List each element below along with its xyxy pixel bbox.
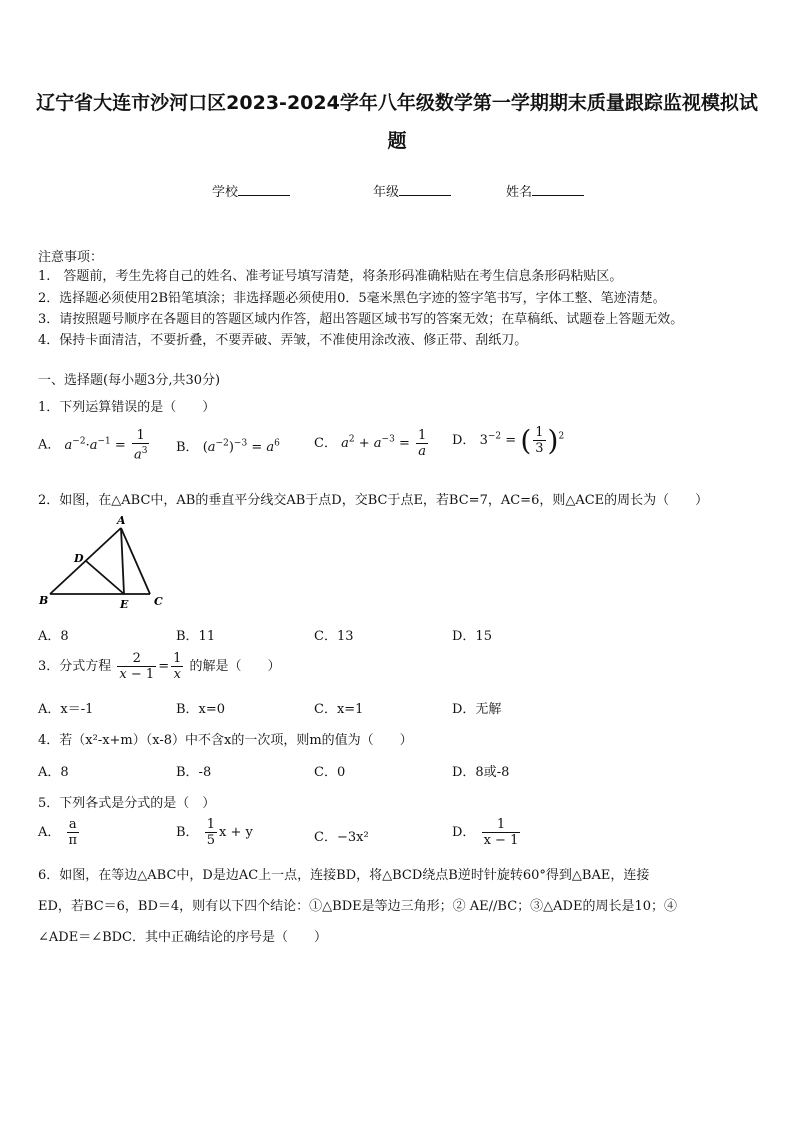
grade-label: 年级 [373, 185, 400, 200]
option-label: D． [452, 825, 476, 840]
q6-line1: 6．如图，在等边△ABC中，D是边AC上一点，连接BD，将△BCD绕点B逆时针旋转60°得到△BAE，连接 [38, 868, 650, 883]
q5-option-d[interactable] [452, 817, 522, 848]
q2-option-c[interactable]: C．13 [314, 629, 354, 644]
q5-b-formula: $\frac{1}{5}$ x + y [206, 817, 253, 848]
q1-option-d[interactable] [452, 424, 564, 457]
q5-a-formula: $\frac{a}{\pi}$ [68, 817, 78, 848]
grade-blank[interactable] [399, 183, 451, 196]
q2-option-a[interactable]: A．8 [38, 629, 69, 644]
q5-stem: 5．下列各式是分式的是（ ） [38, 796, 216, 811]
option-label: B． [176, 825, 199, 840]
q1-option-c[interactable] [314, 428, 430, 459]
q6-line3: ∠ADE＝∠BDC．其中正确结论的序号是（ ） [38, 930, 328, 945]
q3-fraction-right: $\frac{1}{x}$ [173, 651, 182, 682]
option-label: A． [38, 437, 61, 453]
q3-fraction-left: $\frac{2}{x - 1}$ [119, 651, 155, 682]
q2-option-d[interactable]: D．15 [452, 629, 492, 644]
q4-option-c[interactable]: C．0 [314, 765, 346, 780]
vertex-c-label: C [154, 595, 163, 608]
school-label: 学校 [212, 185, 239, 200]
q6-line2: ED，若BC＝6，BD＝4，则有以下四个结论：①△BDE是等边三角形；② AE//BC；③△ADE的周长是10；④ [38, 899, 677, 914]
note-item: 4．保持卡面清洁，不要折叠，不要弄破、弄皱，不准使用涂改液、修正带、刮纸刀。 [38, 333, 528, 348]
grade-field[interactable] [373, 181, 451, 200]
vertex-b-label: B [39, 594, 49, 607]
option-label: B． [176, 440, 199, 455]
section-heading: 一、选择题(每小题3分,共30分) [38, 373, 221, 388]
name-field[interactable] [506, 181, 584, 200]
q3-stem-post: 的解是（ ） [189, 659, 281, 674]
q4-stem: 4．若（x²-x+m）（x-8）中不含x的一次项，则m的值为（ ） [38, 733, 413, 748]
q3-option-b[interactable]: B．x=0 [176, 702, 226, 717]
name-blank[interactable] [532, 183, 584, 196]
q4-option-a[interactable]: A．8 [38, 765, 69, 780]
name-label: 姓名 [506, 185, 533, 200]
point-e-label: E [120, 598, 129, 610]
q1-b-formula: $(a^{-2})^{-3} = a^6$ [202, 438, 280, 455]
school-blank[interactable] [238, 183, 290, 196]
q1-c-formula: $a^2 + a^{-3}$ = $\frac{1}{a}$ [341, 428, 427, 459]
exam-title-line1: 辽宁省大连市沙河口区2023-2024学年八年级数学第一学期期末质量跟踪监视模拟试 [36, 92, 758, 114]
school-field[interactable] [212, 181, 290, 200]
q3-option-a[interactable]: A．x＝-1 [38, 702, 94, 717]
point-d-label: D [74, 552, 84, 565]
q1-option-b[interactable] [176, 436, 280, 455]
q4-option-d[interactable]: D．8或-8 [452, 765, 510, 780]
note-item: 1. 答题前，考生先将自己的姓名、准考证号填写清楚，将条形码准确粘贴在考生信息条形码粘贴区。 [38, 269, 623, 284]
q1-a-formula: $a^{-2}\cdot a^{-1}$ = $\frac{1}{a^3}$ [64, 428, 148, 463]
q2-option-b[interactable]: B．11 [176, 629, 216, 644]
q3-stem: 3．分式方程 $\frac{2}{x - 1}$ = $\frac{1}{x}$ 的解是（ ） [38, 651, 281, 682]
q4-option-b[interactable]: B．-8 [176, 765, 212, 780]
q3-stem-pre: 3．分式方程 [38, 659, 112, 674]
q1-d-formula: $3^{-2}$ = ( $\frac{1}{3}$ )$^2$ [479, 424, 565, 457]
triangle-lines [50, 528, 150, 594]
q1-option-a[interactable] [38, 428, 151, 462]
q3-option-c[interactable]: C．x=1 [314, 702, 364, 717]
option-label: A． [38, 825, 61, 840]
vertex-a-label: A [117, 514, 126, 527]
q5-option-c[interactable]: C．−3x² [314, 830, 369, 845]
q2-triangle-figure [36, 514, 170, 610]
q1-stem: 1．下列运算错误的是（ ） [38, 400, 216, 415]
option-label: C． [314, 436, 337, 451]
q5-option-b[interactable] [176, 817, 253, 848]
q3-option-d[interactable]: D．无解 [452, 702, 502, 717]
q5-option-a[interactable] [38, 817, 81, 848]
q2-stem: 2．如图，在△ABC中，AB的垂直平分线交AB于点D，交BC于点E，若BC=7，AC=6，则△ACE的周长为（ ） [38, 493, 709, 508]
note-item: 3．请按照题号顺序在各题目的答题区域内作答，超出答题区域书写的答案无效；在草稿纸、试题卷上答题无效。 [38, 312, 684, 327]
exam-title-line2: 题 [387, 130, 407, 152]
option-label: D． [452, 433, 476, 448]
notes-heading: 注意事项： [38, 250, 104, 265]
q5-d-formula: $\frac{1}{x - 1}$ [483, 817, 519, 848]
note-item: 2．选择题必须使用2B铅笔填涂；非选择题必须使用0．5毫米黑色字迹的签字笔书写，字体工整、笔迹清楚。 [38, 291, 666, 306]
